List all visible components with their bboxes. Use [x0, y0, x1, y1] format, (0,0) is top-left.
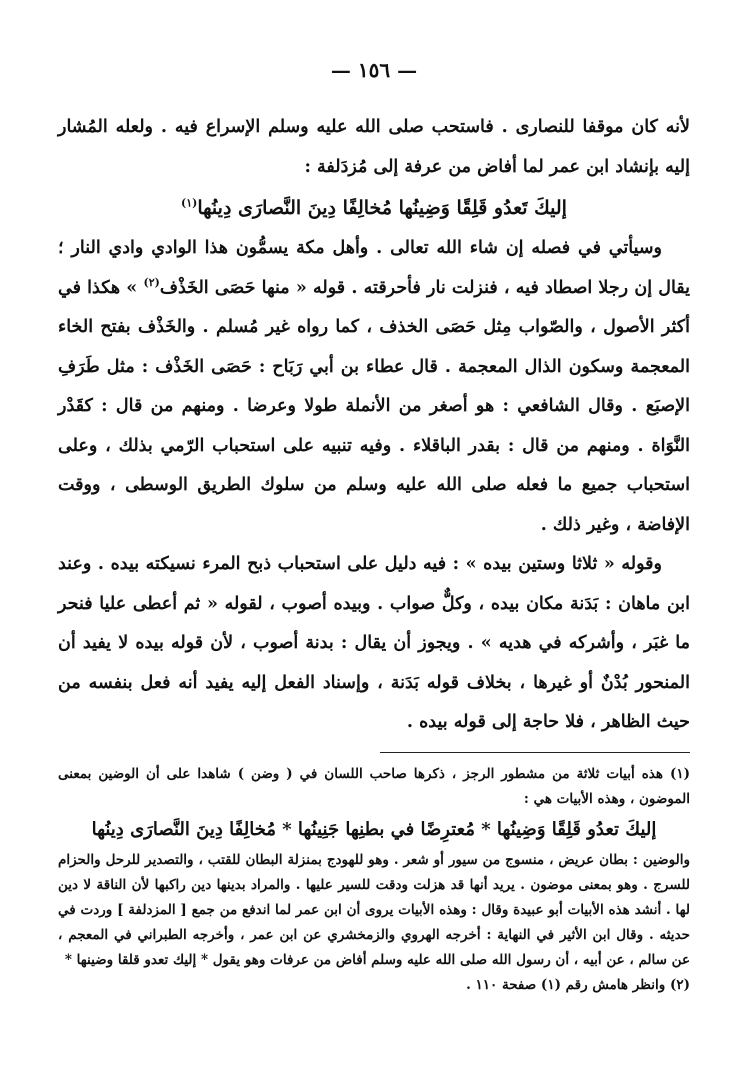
- footnotes: [58, 762, 690, 998]
- footnote-divider: [380, 752, 690, 753]
- paragraph-3: وقوله « ثلاثا وستين بيده » : فيه دليل على استحباب ذبح المرء نسيكته بيده . وعند ابن ماهان : بَدَنة مكان بيده ، وكلٌّ صواب . وبيده أصوب ، لقوله « ثم أعطى عليا فنحر ما غبَر ، وأشركه في هديه » . ويجوز أن يقال : بدنة أصوب ، لأن قوله بيده لا يفيد أن المنحور بُدْنٌ أو غيرها ، بخلاف قوله بَدَنة ، وإسناد الفعل إليه يفيد أنه فعل بنفسه من حيث الظاهر ، فلا حاجة إلى قوله بيده .: [58, 554, 690, 732]
- footnote-2-text: وانظر هامش رقم (١) صفحة ١١٠ .: [466, 977, 666, 993]
- verse-line: [58, 187, 690, 229]
- footnote-2: [58, 973, 690, 998]
- main-text: [58, 108, 690, 743]
- footnote-1-verse: إليكَ تعدُو قَلِقًا وَضِينُها * مُعترِضًا في بطنِها جَنِينُها * مُخالِفًا دِينَ النَّصارَى دِينُها: [91, 819, 657, 840]
- footnote-2-number: (٢): [669, 977, 690, 993]
- paragraph-1: لأنه كان موقفا للنصارى . فاستحب صلى الله عليه وسلم الإسراع فيه . ولعله المُشار إليه بإنشاد ابن عمر لما أفاض من عرفة إلى مُزدَلفة :: [58, 117, 690, 177]
- page-number: — ١٥٦ —: [330, 58, 418, 82]
- verse-text: إليكَ تَعدُو قَلِقًا وَضِينُها مُخالِفًا دِينَ النَّصارَى دِينُها: [197, 197, 567, 219]
- paragraph-2-part-a: وسيأتي في فصله إن شاء الله تعالى . وأهل مكة يسمُّون هذا الوادي وادي النار ؛ يقال إن رجلا اصطاد فيه ، فنزلت نار فأحرقته . قوله « منها حَصَى الخَذْف: [58, 238, 691, 298]
- footnote-1-continuation: والوضين : بطان عريض ، منسوج من سيور أو شعر . وهو للهودج بمنزلة البطان للقتب ، والتصدير للرحل والحزام للسرج . وهو بمعنى موضون . يريد أنها قد هزلت ودقت للسير عليها . والمراد بدينها دين راكبها لأن الناقة لا دين لها . أنشد هذه الأبيات أبو عبيدة وقال : وهذه الأبيات يروى أن ابن عمر لما اندفع من جمع [ المزدلفة ] وردت في حديثه . وقال ابن الأثير في النهاية : أخرجه الهروي والزمخشري عن ابن عمر ، وأخرجه الطبراني في المعجم ، عن سالم ، عن أبيه ، أن رسول الله صلى الله عليه وسلم أفاض من عرفات وهو يقول * إليك تعدو قلقا وضينها *: [58, 852, 690, 968]
- paragraph-2-part-b: » هكذا في أكثر الأصول ، والصّواب مِثل حَصَى الخذف ، كما رواه غير مُسلم . والخَذْف بفتح الخاء المعجمة وسكون الذال المعجمة . قال عطاء بن أبي رَبَاح : حَصَى الخَذْف : مثل طَرَفِ الإصبَع . وقال الشافعي : هو أصغر من الأنملة طولا وعرضا . ومنهم من قال : كقَدْر النَّوَاة . ومنهم من قال : بقدر الباقلاء . وفيه تنبيه على استحباب الرّمي بذلك ، وعلى استحباب جميع ما فعله صلى الله عليه وسلم من سلوك الطريق الوسطى ، ووقت الإفاضة ، وغير ذلك .: [58, 277, 690, 535]
- paragraph-2: [58, 229, 690, 545]
- footnote-1-text: هذه أبيات ثلاثة من مشطور الرجز ، ذكرها صاحب اللسان في ( وضن ) شاهدا على أن الوضين بمعنى الموضون ، وهذه الأبيات هي :: [58, 766, 690, 807]
- verse-footnote-ref[interactable]: (١): [181, 196, 198, 210]
- footnote-1: [58, 762, 690, 812]
- paragraph-2-footnote-ref[interactable]: (٢): [143, 275, 160, 289]
- footnote-1-number: (١): [669, 766, 691, 782]
